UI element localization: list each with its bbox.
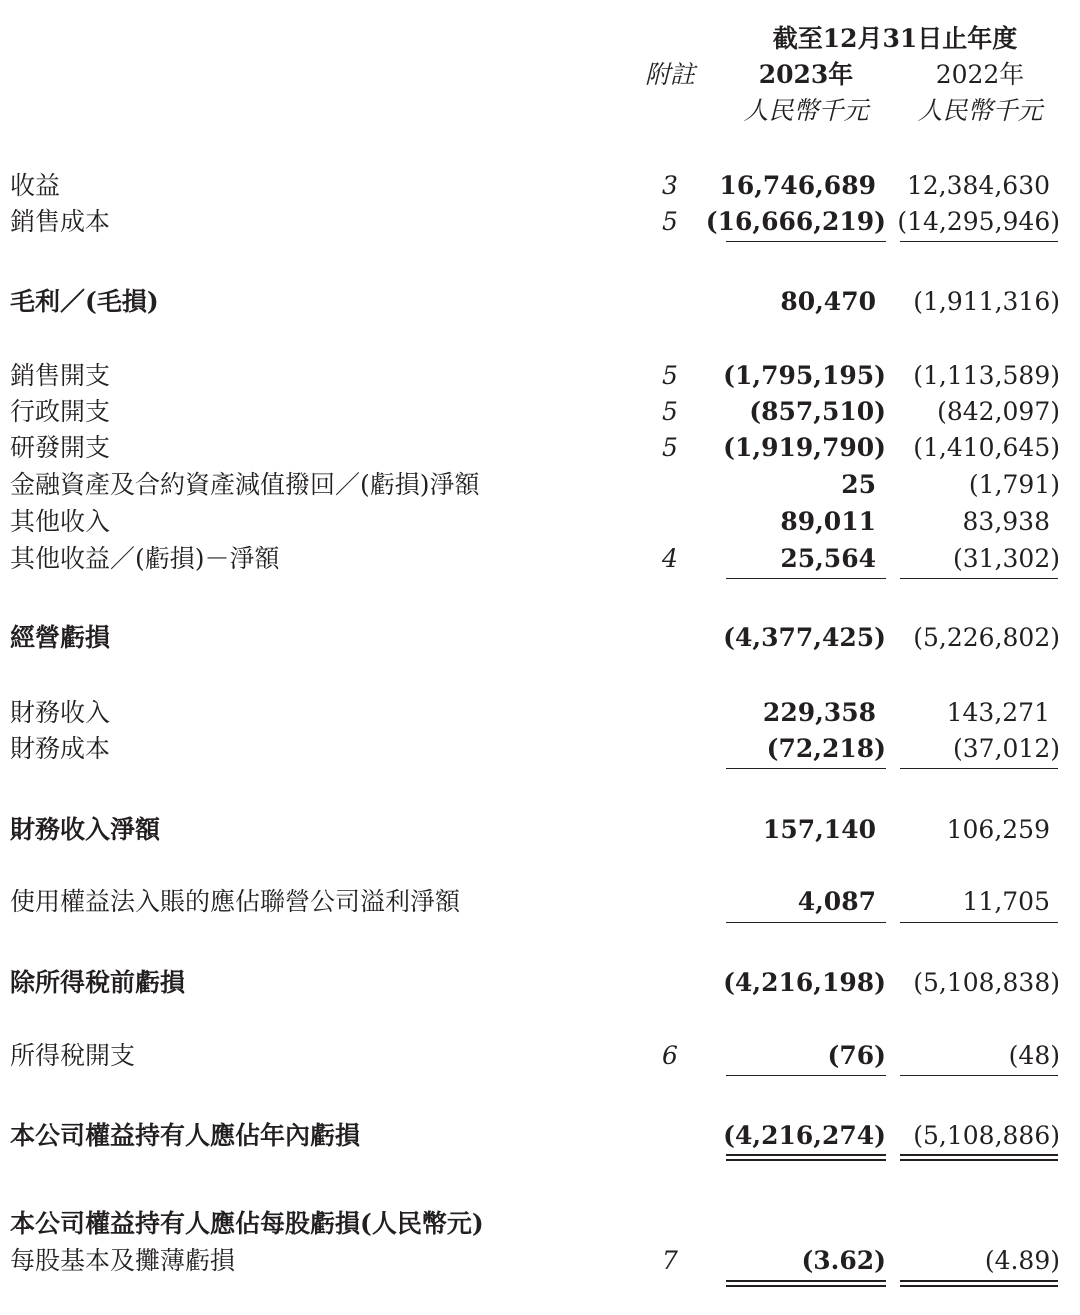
row-value-2023: 16,746,689 <box>719 171 876 200</box>
total-double-rule-2023 <box>726 1154 886 1161</box>
row-note: 7 <box>662 1246 678 1275</box>
total-double-rule-2023 <box>726 1280 886 1287</box>
row-label: 金融資產及合約資產減值撥回／(虧損)淨額 <box>10 470 480 499</box>
subtotal-rule-2022 <box>900 1075 1058 1076</box>
row-label: 其他收益／(虧損)－淨額 <box>10 544 280 573</box>
row-value-2022: (5,226,802) <box>913 623 1060 652</box>
row-label: 財務收入淨額 <box>10 815 161 844</box>
row-label: 本公司權益持有人應佔每股虧損(人民幣元) <box>10 1209 484 1238</box>
total-double-rule-2022 <box>900 1280 1058 1287</box>
subtotal-rule-2023 <box>726 1075 886 1076</box>
row-value-2022: (31,302) <box>953 544 1060 573</box>
row-label: 所得稅開支 <box>10 1041 136 1070</box>
row-value-2022: (1,911,316) <box>913 287 1060 316</box>
subtotal-rule-2023 <box>726 768 886 769</box>
row-value-2022: (842,097) <box>937 397 1060 426</box>
row-value-2022: (1,410,645) <box>913 433 1060 462</box>
row-value-2022: (37,012) <box>953 734 1060 763</box>
row-value-2022: (5,108,886) <box>913 1121 1060 1150</box>
row-value-2022: (48) <box>1008 1041 1060 1070</box>
row-value-2023: (16,666,219) <box>705 207 886 236</box>
row-value-2023: (4,216,274) <box>723 1121 886 1150</box>
row-value-2023: (72,218) <box>766 734 886 763</box>
row-note: 5 <box>662 361 678 390</box>
row-value-2023: (3.62) <box>801 1246 886 1275</box>
row-value-2023: 25 <box>841 470 876 499</box>
row-value-2022: 83,938 <box>962 507 1050 536</box>
row-label: 毛利／(毛損) <box>10 287 159 316</box>
row-value-2022: 12,384,630 <box>906 171 1050 200</box>
row-note: 5 <box>662 433 678 462</box>
subtotal-rule-2023 <box>726 241 886 242</box>
subtotal-rule-2022 <box>900 241 1058 242</box>
row-note: 4 <box>662 544 678 573</box>
row-value-2022: (1,791) <box>968 470 1060 499</box>
row-label: 研發開支 <box>10 433 111 462</box>
row-label: 財務成本 <box>10 734 111 763</box>
row-value-2022: (14,295,946) <box>897 207 1060 236</box>
subtotal-rule-2022 <box>900 578 1058 579</box>
row-value-2023: (76) <box>827 1041 886 1070</box>
row-note: 5 <box>662 207 678 236</box>
row-label: 銷售開支 <box>10 361 111 390</box>
row-note: 5 <box>662 397 678 426</box>
row-value-2023: (1,795,195) <box>723 361 886 390</box>
row-value-2022: 143,271 <box>946 698 1050 727</box>
row-value-2023: 89,011 <box>780 507 876 536</box>
row-label: 收益 <box>10 171 61 200</box>
row-value-2022: (1,113,589) <box>913 361 1060 390</box>
row-label: 其他收入 <box>10 507 111 536</box>
row-value-2023: (1,919,790) <box>723 433 886 462</box>
subtotal-rule-2023 <box>726 922 886 923</box>
row-value-2023: 80,470 <box>780 287 876 316</box>
row-value-2023: (4,377,425) <box>723 623 886 652</box>
row-value-2022: (4.89) <box>984 1246 1060 1275</box>
year-2023-header: 2023年 <box>758 60 854 89</box>
year-2022-header: 2022年 <box>935 60 1025 89</box>
row-label: 經營虧損 <box>10 623 111 652</box>
row-value-2023: 25,564 <box>780 544 876 573</box>
row-label: 銷售成本 <box>10 207 111 236</box>
row-label: 本公司權益持有人應佔年內虧損 <box>10 1121 361 1150</box>
row-value-2023: 4,087 <box>797 887 876 916</box>
row-value-2023: (857,510) <box>749 397 886 426</box>
note-column-header: 附註 <box>644 60 695 89</box>
row-value-2023: 229,358 <box>762 698 876 727</box>
period-header: 截至12月31日止年度 <box>772 24 1018 53</box>
subtotal-rule-2023 <box>726 578 886 579</box>
row-value-2022: 11,705 <box>962 887 1050 916</box>
row-label: 除所得稅前虧損 <box>10 968 186 997</box>
subtotal-rule-2022 <box>900 922 1058 923</box>
row-label: 每股基本及攤薄虧損 <box>10 1246 236 1275</box>
row-note: 6 <box>662 1041 678 1070</box>
row-label: 財務收入 <box>10 698 111 727</box>
total-double-rule-2022 <box>900 1154 1058 1161</box>
row-value-2022: 106,259 <box>946 815 1050 844</box>
row-label: 使用權益法入賬的應佔聯營公司溢利淨額 <box>10 887 461 916</box>
unit-2022-header: 人民幣千元 <box>917 96 1043 125</box>
row-value-2023: 157,140 <box>762 815 876 844</box>
row-label: 行政開支 <box>10 397 111 426</box>
row-note: 3 <box>662 171 678 200</box>
unit-2023-header: 人民幣千元 <box>743 96 869 125</box>
subtotal-rule-2022 <box>900 768 1058 769</box>
row-value-2023: (4,216,198) <box>723 968 886 997</box>
row-value-2022: (5,108,838) <box>913 968 1060 997</box>
